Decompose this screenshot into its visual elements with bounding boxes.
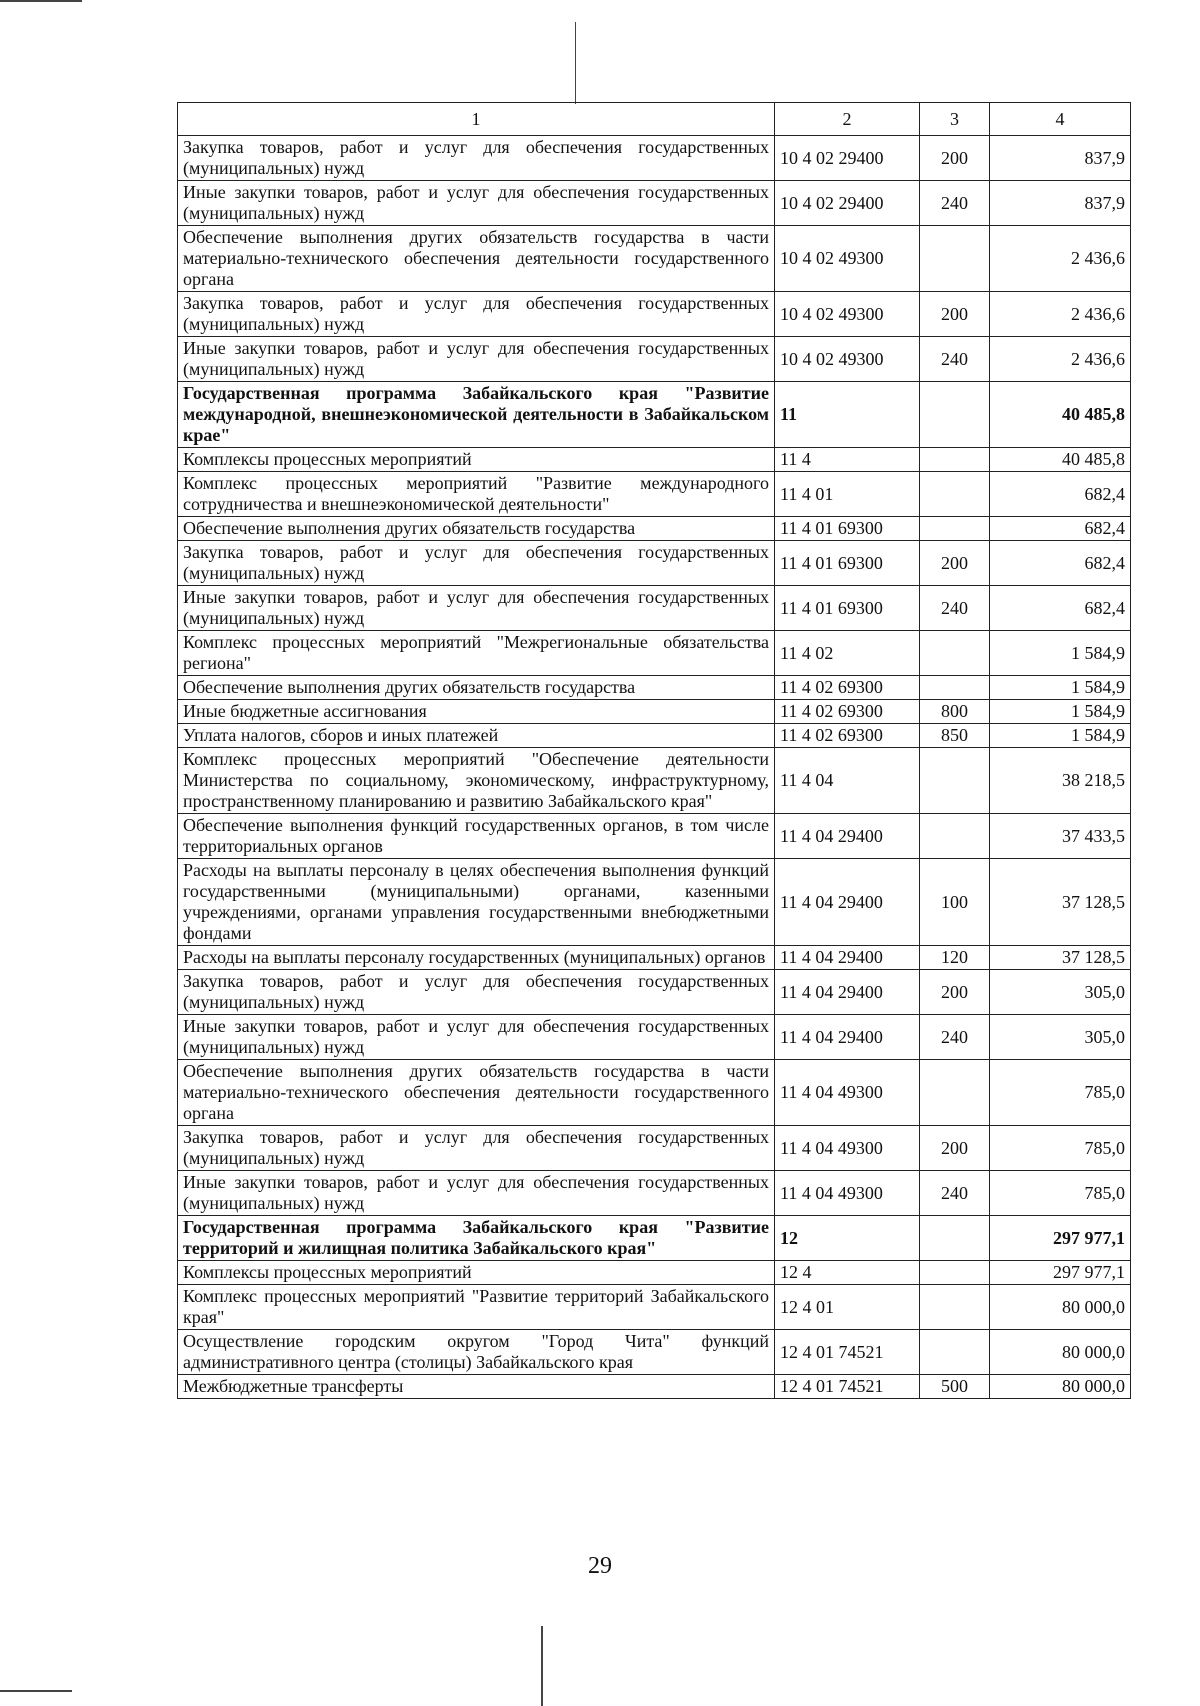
row-expense-type: 240 — [920, 1171, 990, 1216]
table-header-row — [178, 103, 1131, 136]
row-amount: 837,9 — [990, 181, 1131, 226]
row-amount: 837,9 — [990, 136, 1131, 181]
row-code: 10 4 02 29400 — [775, 136, 920, 181]
row-expense-type — [920, 1216, 990, 1261]
scan-artifact-top-left — [0, 0, 82, 2]
row-name: Иные закупки товаров, работ и услуг для обеспечения государственных (муниципальных) нужд — [178, 1015, 775, 1060]
column-header-2: 2 — [775, 103, 920, 136]
row-name: Иные бюджетные ассигнования — [178, 700, 775, 724]
row-code: 11 4 04 49300 — [775, 1126, 920, 1171]
row-amount: 40 485,8 — [990, 382, 1131, 448]
table-row — [178, 292, 1131, 337]
table-row — [178, 1261, 1131, 1285]
row-code: 11 4 01 — [775, 472, 920, 517]
row-amount: 37 128,5 — [990, 946, 1131, 970]
row-code: 10 4 02 49300 — [775, 292, 920, 337]
column-header-1: 1 — [178, 103, 775, 136]
table-row — [178, 1216, 1131, 1261]
table-row — [178, 472, 1131, 517]
table-row — [178, 181, 1131, 226]
table-row — [178, 541, 1131, 586]
row-code: 12 — [775, 1216, 920, 1261]
row-name: Комплекс процессных мероприятий "Обеспечение деятельности Министерства по социальному, экономическому, инфраструктурному, пространственному планированию и развитию Забайкальского края" — [178, 748, 775, 814]
table-row — [178, 1060, 1131, 1126]
row-expense-type — [920, 676, 990, 700]
row-amount: 297 977,1 — [990, 1216, 1131, 1261]
column-header-4: 4 — [990, 103, 1131, 136]
row-amount: 785,0 — [990, 1126, 1131, 1171]
row-name: Закупка товаров, работ и услуг для обеспечения государственных (муниципальных) нужд — [178, 136, 775, 181]
row-code: 10 4 02 29400 — [775, 181, 920, 226]
table-row — [178, 382, 1131, 448]
row-name: Осуществление городским округом "Город Чита" функций административного центра (столицы) Забайкальского края — [178, 1330, 775, 1375]
row-amount: 682,4 — [990, 586, 1131, 631]
row-name: Уплата налогов, сборов и иных платежей — [178, 724, 775, 748]
table-row — [178, 136, 1131, 181]
row-code: 12 4 01 74521 — [775, 1330, 920, 1375]
row-name: Обеспечение выполнения других обязательств государства — [178, 676, 775, 700]
row-name: Иные закупки товаров, работ и услуг для обеспечения государственных (муниципальных) нужд — [178, 337, 775, 382]
page-number: 29 — [588, 1553, 612, 1579]
row-expense-type — [920, 814, 990, 859]
row-amount: 2 436,6 — [990, 292, 1131, 337]
row-code: 12 4 01 74521 — [775, 1375, 920, 1399]
row-code: 11 4 02 69300 — [775, 724, 920, 748]
row-code: 11 4 04 29400 — [775, 970, 920, 1015]
row-expense-type: 500 — [920, 1375, 990, 1399]
row-name: Комплексы процессных мероприятий — [178, 1261, 775, 1285]
row-expense-type — [920, 631, 990, 676]
row-expense-type: 200 — [920, 1126, 990, 1171]
row-code: 11 4 04 29400 — [775, 859, 920, 946]
row-amount: 2 436,6 — [990, 226, 1131, 292]
scan-artifact-bottom-left — [0, 1690, 72, 1692]
row-expense-type: 240 — [920, 181, 990, 226]
row-amount: 297 977,1 — [990, 1261, 1131, 1285]
row-expense-type — [920, 1330, 990, 1375]
row-expense-type — [920, 382, 990, 448]
row-name: Комплекс процессных мероприятий "Развитие территорий Забайкальского края" — [178, 1285, 775, 1330]
table-row — [178, 1171, 1131, 1216]
row-name: Закупка товаров, работ и услуг для обеспечения государственных (муниципальных) нужд — [178, 541, 775, 586]
row-name: Комплекс процессных мероприятий "Межрегиональные обязательства региона" — [178, 631, 775, 676]
table-row — [178, 517, 1131, 541]
table-row — [178, 586, 1131, 631]
row-name: Закупка товаров, работ и услуг для обеспечения государственных (муниципальных) нужд — [178, 970, 775, 1015]
table-row — [178, 226, 1131, 292]
table-row — [178, 970, 1131, 1015]
row-expense-type: 200 — [920, 292, 990, 337]
row-name: Иные закупки товаров, работ и услуг для обеспечения государственных (муниципальных) нужд — [178, 586, 775, 631]
row-name: Закупка товаров, работ и услуг для обеспечения государственных (муниципальных) нужд — [178, 292, 775, 337]
table-row — [178, 814, 1131, 859]
row-name: Закупка товаров, работ и услуг для обеспечения государственных (муниципальных) нужд — [178, 1126, 775, 1171]
scan-artifact-bottom-center — [541, 1626, 543, 1706]
row-expense-type — [920, 472, 990, 517]
row-code: 11 4 04 29400 — [775, 814, 920, 859]
table-row — [178, 1375, 1131, 1399]
table-row — [178, 676, 1131, 700]
row-expense-type — [920, 226, 990, 292]
row-code: 11 — [775, 382, 920, 448]
row-code: 12 4 — [775, 1261, 920, 1285]
row-expense-type: 240 — [920, 337, 990, 382]
row-amount: 80 000,0 — [990, 1285, 1131, 1330]
row-code: 11 4 01 69300 — [775, 517, 920, 541]
row-expense-type: 240 — [920, 586, 990, 631]
table-row — [178, 631, 1131, 676]
row-expense-type: 200 — [920, 541, 990, 586]
column-header-3: 3 — [920, 103, 990, 136]
row-amount: 37 433,5 — [990, 814, 1131, 859]
scan-artifact-top-center — [575, 22, 576, 104]
table-row — [178, 1285, 1131, 1330]
row-code: 11 4 01 69300 — [775, 541, 920, 586]
row-expense-type: 120 — [920, 946, 990, 970]
row-name: Расходы на выплаты персоналу государственных (муниципальных) органов — [178, 946, 775, 970]
row-expense-type: 200 — [920, 970, 990, 1015]
row-expense-type — [920, 1261, 990, 1285]
row-code: 11 4 04 49300 — [775, 1060, 920, 1126]
row-name: Комплекс процессных мероприятий "Развитие международного сотрудничества и внешнеэкономической деятельности" — [178, 472, 775, 517]
row-name: Обеспечение выполнения других обязательств государства в части материально-технического обеспечения деятельности государственного органа — [178, 226, 775, 292]
row-expense-type — [920, 1285, 990, 1330]
row-amount: 2 436,6 — [990, 337, 1131, 382]
row-code: 11 4 04 — [775, 748, 920, 814]
row-code: 10 4 02 49300 — [775, 337, 920, 382]
row-expense-type: 800 — [920, 700, 990, 724]
row-code: 11 4 02 — [775, 631, 920, 676]
row-name: Государственная программа Забайкальского края "Развитие территорий и жилищная политика Забайкальского края" — [178, 1216, 775, 1261]
budget-table — [177, 102, 1131, 1399]
row-amount: 80 000,0 — [990, 1375, 1131, 1399]
row-name: Обеспечение выполнения функций государственных органов, в том числе территориальных органов — [178, 814, 775, 859]
row-amount: 37 128,5 — [990, 859, 1131, 946]
row-amount: 1 584,9 — [990, 724, 1131, 748]
table-row — [178, 1015, 1131, 1060]
row-amount: 305,0 — [990, 1015, 1131, 1060]
row-amount: 305,0 — [990, 970, 1131, 1015]
row-name: Обеспечение выполнения других обязательств государства — [178, 517, 775, 541]
table-row — [178, 946, 1131, 970]
row-expense-type — [920, 448, 990, 472]
row-expense-type: 200 — [920, 136, 990, 181]
row-amount: 682,4 — [990, 541, 1131, 586]
row-amount: 785,0 — [990, 1171, 1131, 1216]
row-name: Иные закупки товаров, работ и услуг для обеспечения государственных (муниципальных) нужд — [178, 181, 775, 226]
row-name: Комплексы процессных мероприятий — [178, 448, 775, 472]
row-expense-type — [920, 748, 990, 814]
row-expense-type: 850 — [920, 724, 990, 748]
row-expense-type — [920, 517, 990, 541]
row-name: Обеспечение выполнения других обязательств государства в части материально-технического обеспечения деятельности государственного органа — [178, 1060, 775, 1126]
row-code: 10 4 02 49300 — [775, 226, 920, 292]
row-code: 11 4 04 29400 — [775, 1015, 920, 1060]
table-row — [178, 1126, 1131, 1171]
row-amount: 1 584,9 — [990, 700, 1131, 724]
row-amount: 38 218,5 — [990, 748, 1131, 814]
row-amount: 682,4 — [990, 472, 1131, 517]
row-name: Государственная программа Забайкальского края "Развитие международной, внешнеэкономической деятельности в Забайкальском крае" — [178, 382, 775, 448]
row-expense-type: 240 — [920, 1015, 990, 1060]
row-code: 11 4 04 49300 — [775, 1171, 920, 1216]
row-expense-type — [920, 1060, 990, 1126]
row-name: Иные закупки товаров, работ и услуг для обеспечения государственных (муниципальных) нужд — [178, 1171, 775, 1216]
table-row — [178, 700, 1131, 724]
row-amount: 1 584,9 — [990, 676, 1131, 700]
row-code: 11 4 02 69300 — [775, 676, 920, 700]
table-row — [178, 748, 1131, 814]
row-code: 11 4 04 29400 — [775, 946, 920, 970]
table-row — [178, 1330, 1131, 1375]
row-name: Расходы на выплаты персоналу в целях обеспечения выполнения функций государственными (муниципальными) органами, казенными учреждениями, органами управления государственными внебюджетными фондами — [178, 859, 775, 946]
row-amount: 682,4 — [990, 517, 1131, 541]
table-row — [178, 337, 1131, 382]
table-row — [178, 859, 1131, 946]
row-amount: 1 584,9 — [990, 631, 1131, 676]
row-code: 11 4 02 69300 — [775, 700, 920, 724]
row-amount: 785,0 — [990, 1060, 1131, 1126]
row-amount: 40 485,8 — [990, 448, 1131, 472]
table-row — [178, 724, 1131, 748]
row-code: 11 4 01 69300 — [775, 586, 920, 631]
row-code: 12 4 01 — [775, 1285, 920, 1330]
table-row — [178, 448, 1131, 472]
row-amount: 80 000,0 — [990, 1330, 1131, 1375]
row-name: Межбюджетные трансферты — [178, 1375, 775, 1399]
row-code: 11 4 — [775, 448, 920, 472]
table-body — [178, 136, 1131, 1399]
row-expense-type: 100 — [920, 859, 990, 946]
